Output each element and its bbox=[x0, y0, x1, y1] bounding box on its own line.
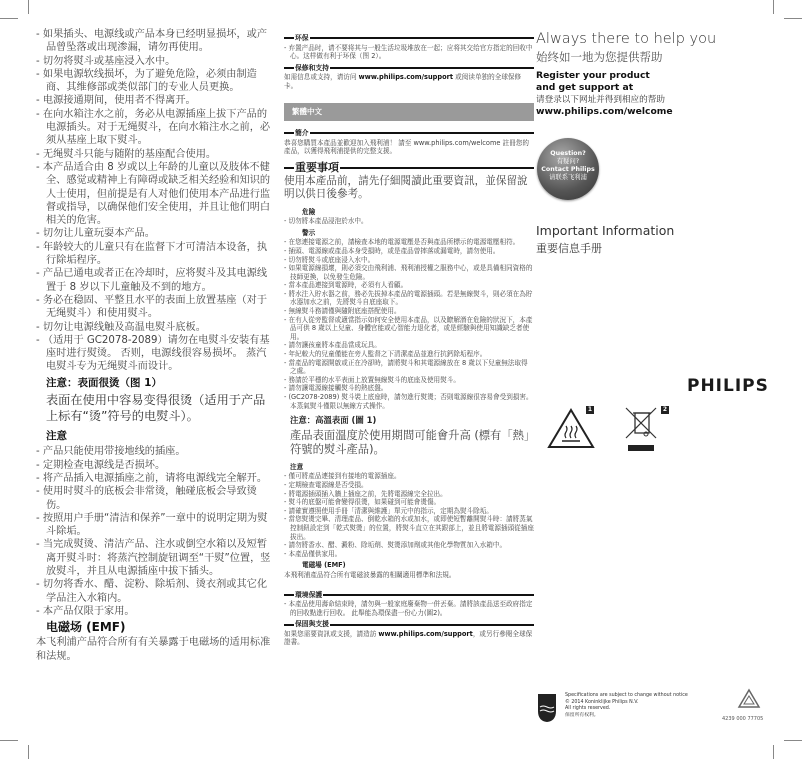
section-title: 簡介 bbox=[295, 129, 309, 138]
weee-bin-icon bbox=[625, 407, 659, 453]
heading-rule bbox=[284, 167, 294, 170]
register-url[interactable]: www.philips.com/welcome bbox=[536, 106, 673, 117]
philips-shield-icon bbox=[537, 693, 557, 723]
list-item: - 无绳熨斗只能与随附的基座配合使用。 bbox=[36, 148, 217, 160]
list-item: - 無線熨斗務請僅與隨附底座搭配使用。 bbox=[284, 307, 401, 316]
important-text: 使用本產品前，請先仔細閱讀此重要資訊，並保留說明以供日後參考。 bbox=[284, 174, 528, 201]
list-item: - 請勿將香水、醋、澱粉、除垢劑、熨燙添加劑或其他化學物質加入水箱中。 bbox=[284, 541, 507, 550]
section-title: 环保 bbox=[295, 34, 309, 42]
emf-text: 本飛利浦產品符合所有電磁波暴露的相關適用標準和法規。 bbox=[284, 570, 456, 579]
list-item: - 僅可將產品連接到有接地的電源插座。 bbox=[284, 472, 401, 481]
list-item: - 切勿將熨斗或底座浸入水中。 bbox=[284, 255, 375, 264]
danger-heading: 危險 bbox=[302, 207, 316, 216]
heading-rule bbox=[284, 594, 294, 596]
list-item: - 年龄较大的儿童只有在监督下才可清洁本设备，执行除垢程序。 bbox=[36, 241, 268, 267]
list-item: - 熨斗的底盤可能會變得很燙，如果碰到可能會燙傷。 bbox=[284, 498, 441, 507]
crop-mark bbox=[773, 0, 774, 14]
heading-rule bbox=[284, 37, 294, 39]
list-item: - 當產品的電源開啟或正在冷卻時，請將熨斗和其電源線放在 8 歲以下兒童無法取得之處。 bbox=[284, 358, 528, 376]
tagline: Always there to help you bbox=[536, 31, 717, 47]
section-title: 保修和支持 bbox=[295, 63, 329, 72]
philips-logo: PHILIPS bbox=[687, 376, 769, 396]
list-item: - 請確實遵照使用手冊「清潔與維護」單元中的指示，定期為熨斗除垢。 bbox=[284, 506, 493, 515]
paragraph: 恭喜您購買本產品並歡迎加入飛利浦！ 請至 www.philips.com/welcome 註冊您的產品，以獲得飛利浦提供的完整支援。 bbox=[284, 138, 529, 156]
list-item: - 在有人從旁監督或適當指示如何安全使用本產品，以及瞭解潛在危險的狀況下，本產品可供 8 歲以上兒童、身體官能或心智能力退化者，或是經驗與使用知識缺乏者使用。 bbox=[284, 315, 533, 341]
list-item: - 本產品僅供家用。 bbox=[284, 549, 342, 558]
list-item: - 定期检查电源线是否损坏。 bbox=[36, 459, 166, 471]
list-item: - 在向水箱注水之前，务必从电源插座上拔下产品的电源插头。对于无绳熨斗，在向水箱注水之前，必须从基座上取下熨斗。 bbox=[36, 108, 271, 147]
crop-mark bbox=[0, 18, 18, 19]
list-item: - 产品只能使用带接地线的插座。 bbox=[36, 446, 186, 458]
list-item: - 請勿讓孩童將本產品當成玩具。 bbox=[284, 341, 381, 350]
list-item: - 將電源插頭插入牆上插座之前，先將電源線完全拉出。 bbox=[284, 489, 447, 498]
list-item: - 产品已通电或者正在冷却时，应将熨斗及其电源线置于 8 岁以下儿童触及不到的地方。 bbox=[36, 268, 268, 293]
list-item: - 定期檢查電源線是否受損。 bbox=[284, 480, 368, 489]
list-item: - 請勿讓電源線接觸熨斗的熱底盤。 bbox=[284, 384, 388, 393]
list-item: - 務請於平穩的水平表面上放置無線熨斗的底座及使用熨斗。 bbox=[284, 375, 460, 384]
list-item: - 将产品插入电源插座之前，请将电源线完全解开。 bbox=[36, 472, 268, 484]
list-item: - 當本產品連接到電源時，必須有人看顧。 bbox=[284, 281, 408, 290]
footer-line: All rights reserved. bbox=[565, 706, 611, 712]
footer-line: © 2014 Koninklijke Philips N.V. bbox=[565, 699, 639, 705]
list-item: - 按照用户手册“清洁和保养”一章中的说明定期为熨斗除垢。 bbox=[36, 512, 268, 538]
heading-rule bbox=[310, 132, 534, 134]
recycle-icon bbox=[737, 688, 761, 710]
heading-rule bbox=[284, 624, 294, 626]
note-heading: 注意 bbox=[46, 430, 67, 443]
section-heading bbox=[284, 64, 534, 73]
list-item: - 务必在稳固、平整且水平的表面上放置基座（对于无绳熨斗）和使用熨斗。 bbox=[36, 294, 268, 320]
badge-line: Contact Philips bbox=[541, 166, 595, 173]
traditional-chinese-column bbox=[284, 31, 534, 647]
language-band: 繁體中文 bbox=[284, 103, 534, 122]
emf-text: 本飞利浦产品符合所有有关暴露于电磁场的适用标准和法规。 bbox=[36, 637, 271, 662]
footer-line: 保留所有权利。 bbox=[565, 712, 599, 718]
list-item: - 如果插头、电源线或产品本身已经明显损坏，或产品曾坠落或出现渗漏，请勿再使用。 bbox=[36, 29, 268, 54]
list-item: - 使用时熨斗的底板会非常烫，触碰底板会导致烫伤。 bbox=[36, 486, 257, 511]
cover-column bbox=[536, 30, 786, 118]
list-item: - 本产品适合由 8 岁或以上年龄的儿童以及肢体不健全、感觉或精神上有障碍或缺乏相关经验和知识的人士使用，但前提是有人对他们使用本产品进行监督或指导，以确保他们安全使用，并且让他们明白相关的危害。 bbox=[36, 161, 271, 227]
emf-heading: 电磁场 (EMF) bbox=[46, 620, 126, 635]
list-item: - 將水注入貯水器之前，務必先拔掉本產品的電源插頭。若是無線熨斗，則必須在為貯水器加水之前，先將熨斗自底座取下。 bbox=[284, 289, 533, 307]
crop-mark bbox=[28, 745, 29, 759]
title-en: Important Information bbox=[536, 223, 675, 238]
paragraph bbox=[284, 73, 534, 90]
caution-text: 產品表面溫度於使用期間可能會升高 (標有「熱」符號的熨斗產品)。 bbox=[290, 428, 530, 456]
heading-rule bbox=[284, 67, 294, 69]
section-heading bbox=[284, 620, 534, 629]
badge-line: Question? bbox=[550, 150, 586, 157]
crop-mark bbox=[784, 18, 802, 19]
heading-rule bbox=[323, 594, 534, 596]
caution-text: 表面在使用中容易变得很烫（适用于产品上标有“烫”符号的电熨斗）。 bbox=[46, 393, 266, 424]
section-title: 重要事項 bbox=[295, 160, 339, 174]
heading-rule bbox=[330, 67, 534, 69]
section-heading bbox=[284, 591, 534, 600]
list-item: - (GC2078-2089) 熨斗裝上底座時，請勿進行熨燙；否則電源線很容易會受到損害。本蒸氣熨斗僅限以無線方式操作。 bbox=[284, 393, 533, 410]
list-item: - 在您連接電源之前，請檢查本地的電源電壓是否與產品所標示的電源電壓相符。 bbox=[284, 238, 520, 247]
heading-rule bbox=[340, 167, 534, 170]
footer-legal bbox=[565, 693, 688, 719]
list-item: - 切勿將本產品浸泡於水中。 bbox=[284, 217, 368, 226]
list-item: - 如果電源線損壞，則必須交由飛利浦、飛利浦授權之服務中心，或是具備相同資格的技師更換，以免發生危險。 bbox=[284, 264, 533, 281]
heading-rule bbox=[284, 132, 294, 134]
list-item: - 切勿将香水、醋、淀粉、除垢剂、烫衣剂或其它化学品注入水箱内。 bbox=[36, 579, 268, 604]
tagline-cn: 始终如一地为您提供帮助 bbox=[536, 50, 663, 64]
register-line-2: and get support at bbox=[536, 82, 634, 93]
note-heading: 注意 bbox=[290, 462, 304, 471]
heading-rule bbox=[330, 624, 534, 626]
heading-rule bbox=[310, 37, 534, 39]
support-link[interactable]: www.philips.com/support bbox=[378, 629, 473, 638]
title-cn: 重要信息手册 bbox=[536, 242, 602, 255]
text: 如果您需要資訊或支援，請造訪 bbox=[284, 629, 379, 638]
text: 如需信息或支持，请访问 bbox=[284, 73, 359, 82]
list-item: - 插頭、電源線或產品本身受損時，或是產品曾摔落或漏電時，請勿使用。 bbox=[284, 246, 500, 255]
list-item: - 电源接通期间，使用者不得离开。 bbox=[36, 95, 196, 107]
list-item: - 切勿将熨斗或基座浸入水中。 bbox=[36, 55, 176, 67]
text: 或阅读单独的全球保修卡。 bbox=[284, 73, 522, 90]
hot-surface-icon bbox=[547, 408, 595, 450]
figure-number: 1 bbox=[587, 406, 593, 413]
list-item: - （适用于 GC2078-2089）请勿在电熨斗安装有基座时进行熨烫。 否则，电源线很容易损坏。 蒸汽电熨斗专为无绳熨斗而设计。 bbox=[36, 334, 270, 373]
list-item: - 年紀較大的兒童僅能在旁人監督之下清潔產品並進行抗鈣除垢程序。 bbox=[284, 350, 487, 359]
caution-heading: 注意：高溫表面 (圖 1) bbox=[290, 415, 377, 426]
text: ，或另行參閱全球保證書。 bbox=[284, 629, 533, 647]
list-item: - 切勿让电源线触及高温电熨斗底板。 bbox=[36, 321, 206, 333]
paragraph bbox=[284, 630, 534, 647]
section-heading bbox=[284, 129, 534, 138]
list-item: - 如果电源软线损坏，为了避免危险，必须由制造商、其维修部或类似部门的专业人员更换。 bbox=[36, 68, 257, 94]
register-cn: 请登录以下网址并得到相应的帮助 bbox=[536, 95, 665, 105]
warning-heading: 警示 bbox=[302, 228, 316, 237]
section-title: 保固與支援 bbox=[295, 620, 329, 629]
badge-line: 有疑问? bbox=[556, 158, 580, 165]
document-title bbox=[536, 222, 674, 258]
section-title: 環境保護 bbox=[295, 590, 323, 599]
figure-number: 2 bbox=[662, 406, 668, 413]
caution-heading: 注意：表面很烫（图 1） bbox=[46, 376, 162, 389]
list-item: - 当完成熨烫、清洁产品、注水或倒空水箱以及短暂离开熨斗时：将蒸汽控制旋钮调至“干熨”位置，竖放熨斗，并且从电源插座中拔下插头。 bbox=[36, 539, 271, 577]
list-item: - 本產品使用壽命結束時，請勿與一般家庭廢棄物一併丟棄。請將該產品送至政府指定的回收點進行回收。 此舉能為環保盡一份心力(圖2)。 bbox=[284, 600, 533, 617]
list-item: - 弃置产品时，请不要将其与一般生活垃圾堆放在一起；应将其交给官方指定的回收中心。这样做有利于环保（图 2）。 bbox=[284, 43, 533, 61]
register-block bbox=[536, 70, 786, 118]
crop-mark bbox=[0, 740, 18, 741]
list-item: - 切勿让儿童玩耍本产品。 bbox=[36, 228, 155, 240]
badge-line: 请联系飞利浦 bbox=[549, 174, 587, 181]
section-heading bbox=[284, 160, 534, 174]
section-heading bbox=[284, 34, 534, 43]
simplified-chinese-column bbox=[36, 28, 276, 663]
register-line-1: Register your product bbox=[536, 70, 650, 81]
crop-mark bbox=[784, 740, 802, 741]
footer-line: Specifications are subject to change without notice bbox=[565, 693, 688, 698]
contact-philips-badge bbox=[537, 138, 599, 200]
list-item: - 本产品仅限于家用。 bbox=[36, 605, 135, 617]
emf-heading: 電磁場 (EMF) bbox=[302, 561, 346, 570]
support-link[interactable]: www.philips.com/support bbox=[358, 73, 454, 82]
product-code: 4239 000 77705 bbox=[722, 716, 764, 722]
crop-mark bbox=[28, 0, 29, 14]
list-item: - 當您熨燙完畢、清理產品、倒乾水箱的水或加水，或即使短暫離開熨斗時：請將蒸氣控制鈕設定到「乾式熨燙」的位置，將熨斗直立在其跟部上，並且將電源插頭從插座拔出。 bbox=[284, 515, 534, 541]
crop-mark bbox=[773, 745, 774, 759]
